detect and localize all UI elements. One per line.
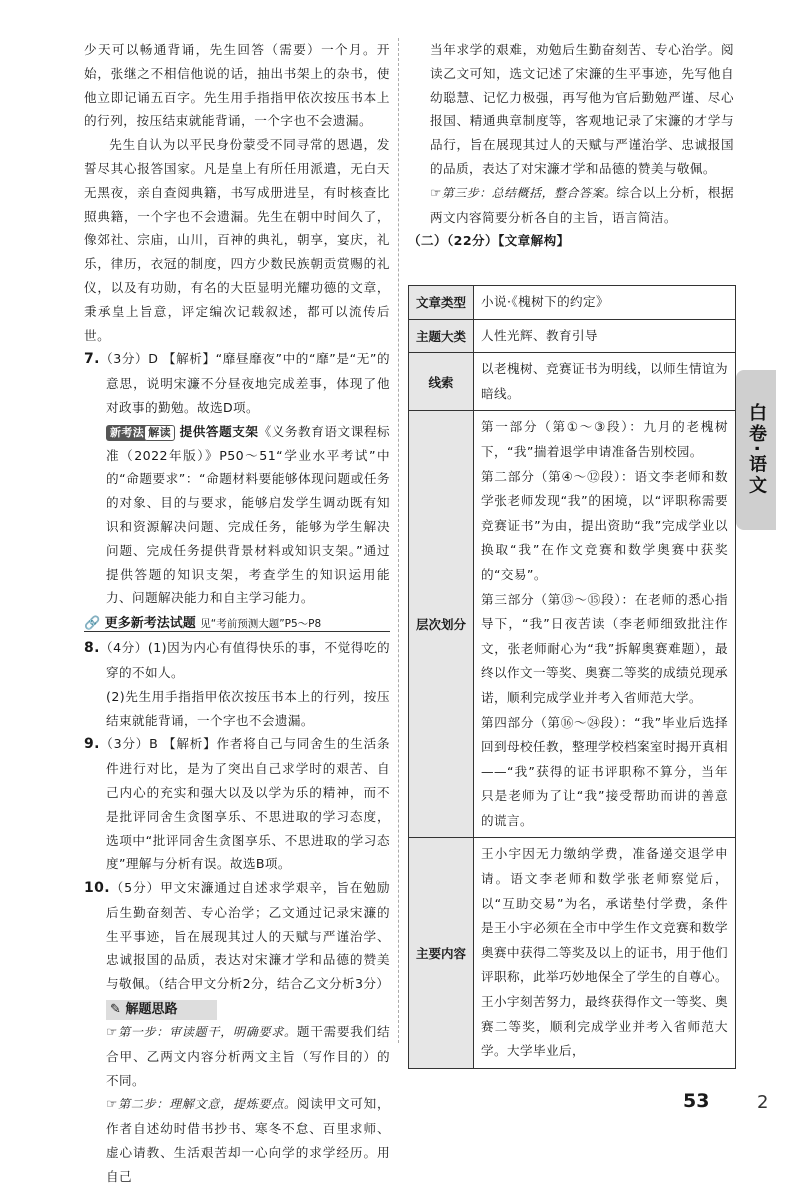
row-label: 主要内容 [409, 838, 474, 1067]
layer-2: 第二部分（第④～⑫段）：语文李老师和数学张老师发现“我”的困境，以“评职称需要竞赛证书”为由，提出资助“我”完成学业以换取“我”在作文竞赛和数学奥赛中获奖的“交易”。 [481, 468, 728, 582]
row-label: 层次划分 [409, 411, 474, 837]
layer-4: 第四部分（第⑯～㉔段）：“我”毕业后选择回到母校任教，整理学校档案室时揭开真相——“我”获得的证书评职称不算分，当年只是老师为了让“我”接受帮助而讲的善意的谎言。 [481, 714, 728, 828]
answer-7: 7.（3分）D 【解析】“靡昼靡夜”中的“靡”是“无”的意思，说明宋濂不分昼夜地完成差事，体现了他对政事的勤勉。故选D项。 [84, 351, 390, 415]
column-divider [398, 38, 399, 1043]
new-method-badge: 新考法 [106, 425, 148, 441]
step-2: ☞第二步：理解文意，提炼要点。阅读甲文可知，作者自述幼时借书抄书、寒冬不怠、百里求师、虚心请教、生活艰苦却一心向学的求学经历。用自己 [106, 1096, 390, 1184]
subject-side-tab: 白卷·语文 [736, 370, 776, 530]
interpretation-badge: 解读 [144, 425, 175, 441]
table-row [409, 837, 735, 1067]
layers-cell [474, 411, 735, 837]
layer-1: 第一部分（第①～③段）：九月的老槐树下，“我”揣着退学申请准备告别校园。 [481, 419, 728, 459]
answer-9: 9.（3分）B 【解析】作者将自己与同舍生的生活条件进行对比，是为了突出自己求学时的艰苦、自己内心的充实和强大以及以学为乐的精神，而不是批评同舍生贪图享乐、不思进取的学习态度，选项中“批评同舍生贪图享乐、不思进取的学习态度”理解与分析有误。故选B项。 [84, 736, 390, 872]
hand-pointer-icon: ☞ [106, 1024, 118, 1040]
translation-paragraph-2: 先生自认为以平民身份蒙受不同寻常的恩遇，发誓尽其心报答国家。凡是皇上有所任用派遣，无白天无黑夜，亲自查阅典籍，书写成册进呈，有时核查比照典籍，一个字也不会遗漏。先生在朝中时间久了，像郊社、宗庙，山川，百神的典礼，朝享，宴庆，礼乐，律历，衣冠的制度，四方少数民族朝贡赏赐的礼仪，以及有功勋，有名的大臣显明光耀功德的文章，秉承皇上旨意，评定编次记载叙述，都可以流传后世。 [84, 137, 390, 343]
table-row [409, 319, 735, 353]
left-column [84, 38, 390, 1189]
new-method-note: 新考法 解读 提供答题支架《义务教育语文课程标准（2022年版）》P50～51“学业水平考试”中的“命题要求”：“命题材料要能够体现问题或任务的对象、目的与要求，能够启发学生调动既有知识和资源解决问题、完成任务，能够为学生解决问题、完成任务提供背景材料或知识支架。”通过提供答题的知识支架，考查学生的知识运用能力、问题解决能力和自主学习能力。 [106, 423, 391, 606]
article-structure-table [408, 285, 736, 1069]
hand-pointer-icon: ☞ [430, 184, 442, 200]
more-questions-line: 🔗 更多新考法试题 见“考前预测大题”P5～P8 [84, 616, 322, 632]
answer-8: 8.（4分）(1)因为内心有值得快乐的事，不觉得吃的穿的不如人。 [84, 640, 390, 680]
step-3: ☞第三步：总结概括，整合答案。综合以上分析，根据两文内容简要分析各自的主旨，语言简洁。 [430, 184, 734, 225]
row-value: 小说·《槐树下的约定》 [481, 294, 610, 309]
page-number: 53 [683, 1090, 710, 1112]
row-label: 线索 [409, 353, 474, 410]
layer-3: 第三部分（第⑬～⑮段）：在老师的悉心指导下，“我”日夜苦读（李老师细致批注作文，张老师耐心为“我”拆解奥赛难题），最终以作文一等奖、奥赛二等奖的成绩兑现承诺，顺利完成学业并考入省师范大学。 [481, 591, 728, 705]
right-column [408, 38, 734, 253]
answer-10: 10.（5分）甲文宋濂通过自述求学艰辛，旨在勉励后生勤奋刻苦、专心治学；乙文通过记录宋濂的生平事迹，旨在展现其过人的天赋与严谨治学、忠诚报国的品质，表达对宋濂才学和品德的赞美与敬佩。（结合甲文分析2分，结合乙文分析3分） [84, 880, 390, 992]
row-value: 以老槐树、竞赛证书为明线，以师生情谊为暗线。 [481, 361, 728, 401]
section-title: （二）（22分）【文章解构】 [408, 233, 570, 249]
table-row [409, 286, 735, 319]
row-value: 人性光辉、教育引导 [481, 327, 598, 343]
solution-thinking-header: ✎ 解题思路 [106, 1000, 217, 1020]
hand-pointer-icon: ☞ [106, 1096, 118, 1112]
notebook-icon: ✎ [110, 1002, 121, 1018]
step-1: ☞第一步：审读题干，明确要求。题干需要我们结合甲、乙两文内容分析两文主旨（写作目的）的不同。 [106, 1024, 390, 1088]
table-row [409, 352, 735, 410]
main-content-cell: 王小宇因无力缴纳学费，准备递交退学申请。语文李老师和数学张老师察觉后，以“互助交易”为名，承诺垫付学费，条件是王小宇必须在全市中学生作文竞赛和数学奥赛中获得二等奖及以上的证书，用于他们评职称，此举巧妙地保全了学生的自尊心。王小宇刻苦努力，最终获得作文一等奖、奥赛二等奖，顺利完成学业并考入省师范大学。大学毕业后， [481, 846, 728, 1059]
answer-8-part-2: (2)先生用手指指甲依次按压书本上的行列，按压结束就能背诵，一个字也不会遗漏。 [106, 688, 390, 728]
row-label: 文章类型 [409, 286, 474, 319]
translation-paragraph-1: 少天可以畅通背诵，先生回答（需要）一个月。开始，张继之不相信他说的话，抽出书架上的杂书，使他立即记诵五百字。先生用手指指甲依次按压书本上的行列，按压结束就能背诵，一个字也不会遗漏。 [84, 42, 390, 129]
link-icon: 🔗 [84, 616, 101, 632]
step-2-continued: 当年求学的艰难，劝勉后生勤奋刻苦、专心治学。阅读乙文可知，选文记述了宋濂的生平事迹，先写他自幼聪慧、记忆力极强，再写他为官后勤勉严谨、尽心报国、精通典章制度等，客观地记录了宋濂的才学与品行，旨在展现其过人的天赋与严谨治学、忠诚报国的品质，表达了对宋濂才学和品德的赞美与敬佩。 [430, 42, 734, 176]
table-row [409, 410, 735, 837]
corner-number: 2 [757, 1092, 769, 1113]
row-label: 主题大类 [409, 320, 474, 353]
